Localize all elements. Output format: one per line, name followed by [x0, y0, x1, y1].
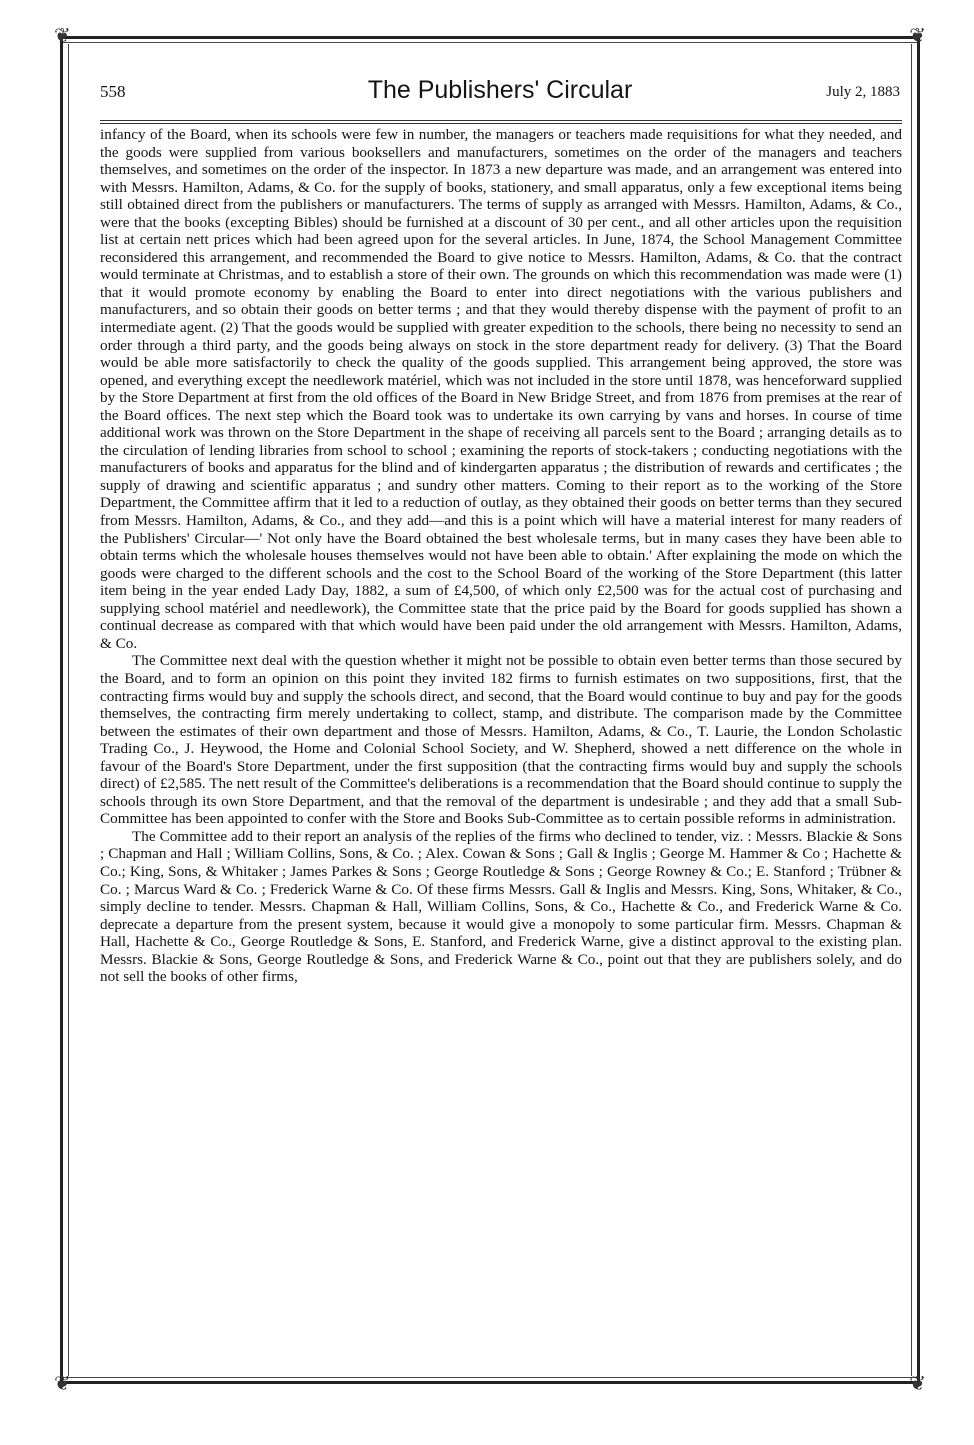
border-left: [60, 36, 63, 1384]
page-title: The Publishers' Circular: [367, 76, 633, 104]
article-body: [100, 126, 902, 986]
corner-ornament-icon: ❦: [54, 25, 71, 47]
paragraph: The Committee add to their report an analysis of the replies of the firms who declined to tender, viz. : Messrs. Blackie & Sons ; Chapman and Hall ; William Collins, Sons, & Co. ; Alex. Cowan & Sons ; Gall & Inglis ; George M. Hammer & Co ; Hachette & Co.; King, Sons, & Whitaker ; James Parkes & Sons ; George Routledge & Sons ; George Rowney & Co.; E. Stanford ; Trübner & Co. ; Marcus Ward & Co. ; Frederick Warne & Co. Of these firms Messrs. Gall & Inglis and Messrs. King, Sons, Whitaker, & Co., simply decline to tender. Messrs. Chapman & Hall, William Collins, Sons, & Co., Hachette & Co., and Frederick Warne & Co. deprecate a departure from the present system, because it would give a monopoly to some particular firm. Messrs. Chapman & Hall, Hachette & Co., George Routledge & Sons, E. Stanford, and Frederick Warne, give a distinct approval to the existing plan. Messrs. Blackie & Sons, George Routledge & Sons, and Frederick Warne & Co., point out that they are publishers solely, and do not sell the books of other firms,: [100, 827, 902, 986]
page-number: 558: [100, 82, 126, 101]
border-right-inner: [911, 44, 912, 1376]
running-header: [100, 76, 900, 110]
border-bottom-inner: [60, 1377, 920, 1378]
page-frame: [54, 25, 926, 1395]
border-bottom: [60, 1381, 920, 1384]
corner-ornament-icon: ❦: [909, 25, 926, 47]
header-rule-double: [100, 123, 902, 124]
paragraph: The Committee next deal with the question whether it might not be possible to obtain even better terms than those secured by the Board, and to form an opinion on this point they invited 182 firms to furnish estimates on two suppositions, first, that the contracting firms would buy and supply the schools direct, and second, that the Board would continue to buy and pay for the goods themselves, the contracting firm merely undertaking to collect, stamp, and distribute. The comparison made by the Committee between the estimates of their own department and those of Messrs. Hamilton, Adams, & Co., T. Laurie, the London Scholastic Trading Co., J. Heywood, the Home and Colonial School Society, and W. Shepherd, showed a nett difference on the whole in favour of the Board's Store Department, under the first supposition (that the contracting firms would buy and supply the schools direct) of £2,585. The nett result of the Committee's deliberations is a recommendation that the Board should continue to supply the schools through its own Store Department, and that the removal of the department is undesirable ; and they add that a small Sub-Committee has been appointed to confer with the Store and Books Sub-Committee as to certain possible reforms in administration.: [100, 652, 902, 828]
header-rule: [100, 120, 902, 121]
border-top-inner: [60, 42, 920, 43]
border-left-inner: [68, 44, 69, 1376]
paragraph: infancy of the Board, when its schools were few in number, the managers or teachers made requisitions for what they needed, and the goods were supplied from various booksellers and manufacturers, sometimes on the order of the managers and teachers themselves, and sometimes on the order of the inspector. In 1873 a new departure was made, and an arrangement was entered into with Messrs. Hamilton, Adams, & Co. for the supply of books, stationery, and small apparatus, only a few exceptional items being still obtained direct from the publishers or manufacturers. The terms of supply as arranged with Messrs. Hamilton, Adams, & Co., were that the books (excepting Bibles) should be furnished at a discount of 30 per cent., and all other articles upon the requisition list at certain nett prices which had been agreed upon for the several articles. In June, 1874, the School Management Committee reconsidered this arrangement, and recommended the Board to give notice to Messrs. Hamilton, Adams, & Co. that the contract would terminate at Christmas, and to establish a store of their own. The grounds on which this recommendation was made were (1) that it would promote economy by enabling the Board to enter into direct negotiations with the various publishers and manufacturers, and so obtain their goods on better terms ; and that they would thereby dispense with the payment of profit to an intermediate agent. (2) That the goods would be supplied with greater expedition to the schools, there being no necessity to send an order through a third party, and the goods being always on stock in the store department ready for delivery. (3) That the Board would be able more satisfactorily to check the quality of the goods supplied. This arrangement being approved, the store was opened, and everything except the needlework matériel, which was not included in the store until 1878, was henceforward supplied by the Store Department at first from the old offices of the Board in New Bridge Street, and from 1876 from premises at the rear of the Board offices. The next step which the Board took was to undertake its own carrying by vans and horses. In course of time additional work was thrown on the Store Department in the shape of receiving all parcels sent to the Board ; arranging details as to the circulation of lending libraries from school to school ; examining the reports of stock-takers ; conducting negotiations with the manufacturers of books and apparatus for the blind and of kindergarten apparatus ; the distribution of rewards and certificates ; the supply of drawing and scientific apparatus ; and sundry other matters. Coming to their report as to the working of the Store Department, the Committee affirm that it led to a reduction of outlay, as they obtained their goods on better terms than they secured from Messrs. Hamilton, Adams, & Co., and they add—and this is a point which will have a material interest for many readers of the Publishers' Circular—' Not only have the Board obtained the best wholesale terms, but in many cases they have been able to obtain terms which the wholesale houses themselves would not have been able to obtain.' After explaining the mode on which the goods were charged to the different schools and the cost to the School Board of the working of the Store Department (this latter item being in the year ended Lady Day, 1882, a sum of £4,500, of which only £2,500 was for the actual cost of purchasing and supplying school matériel and needlework), the Committee state that the price paid by the Board for goods supplied has shown a continual decrease as compared with that which would have been paid under the old arrangement with Messrs. Hamilton, Adams, & Co.: [100, 126, 902, 652]
corner-ornament-icon: ❦: [909, 1373, 926, 1395]
border-top: [60, 36, 920, 39]
border-right: [917, 36, 920, 1384]
corner-ornament-icon: ❦: [54, 1373, 71, 1395]
issue-date: July 2, 1883: [826, 84, 900, 100]
